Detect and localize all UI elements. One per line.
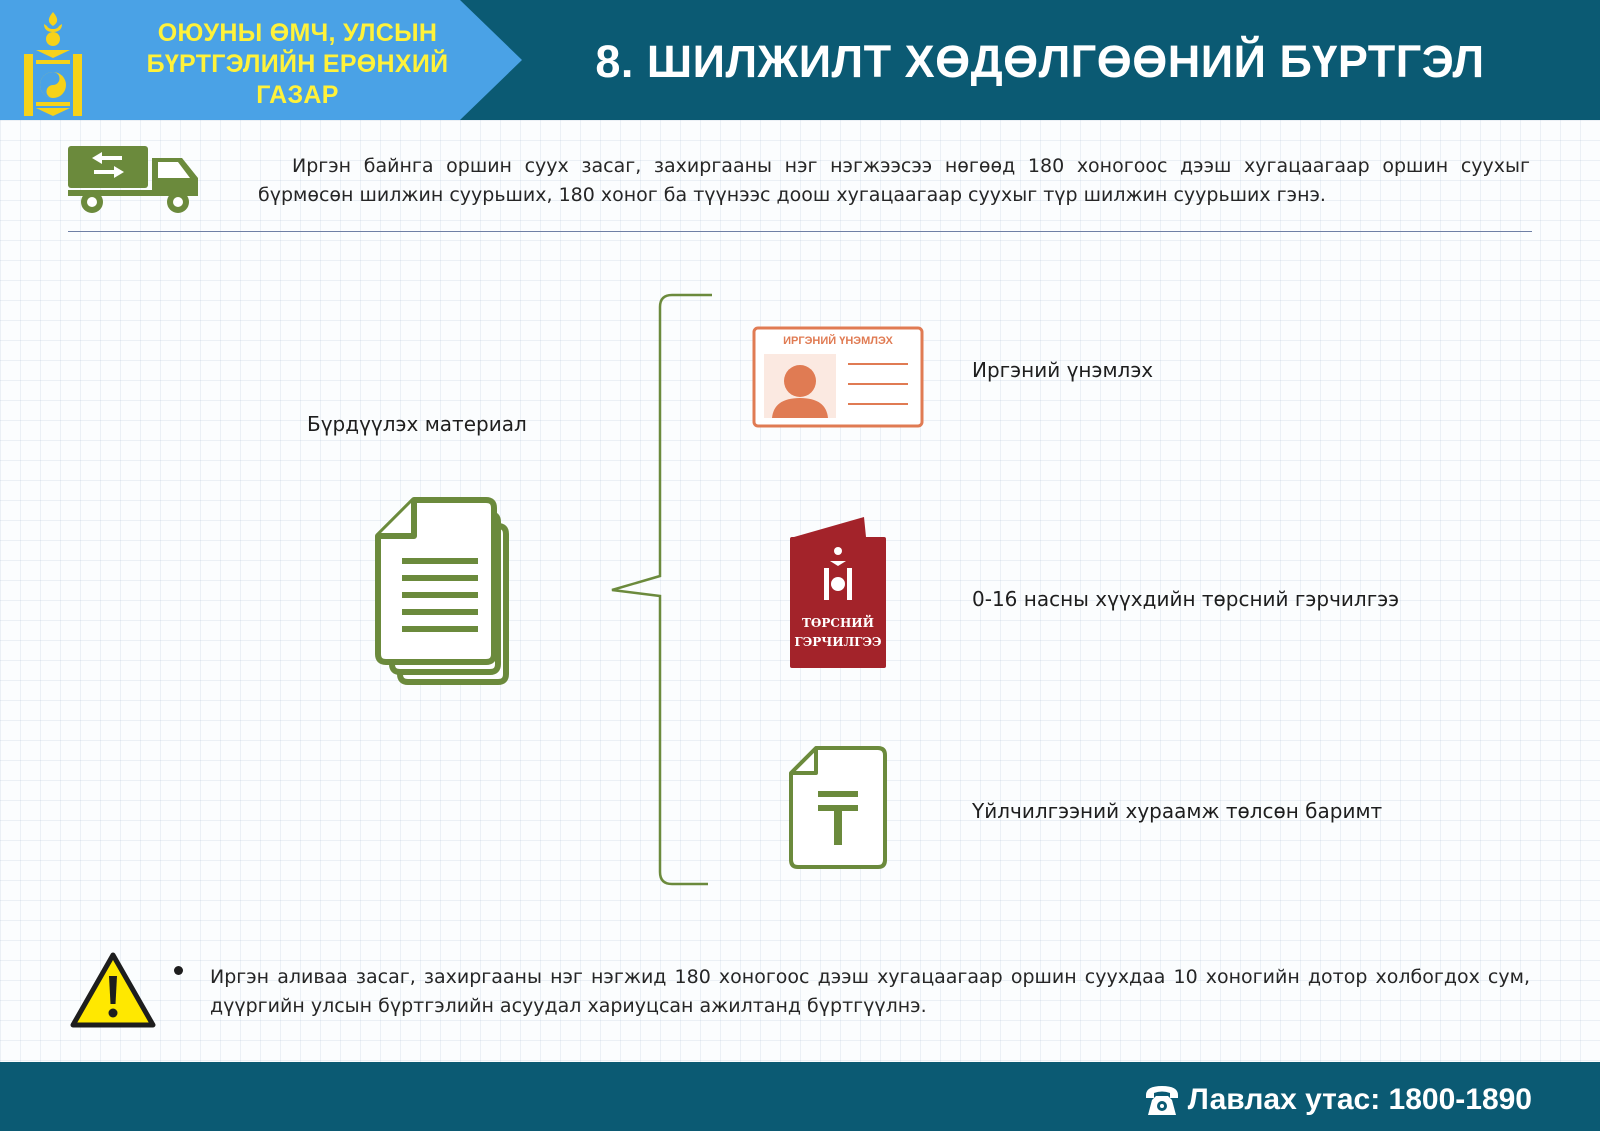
- birth-certificate-caption-1: ТӨРСНИЙ: [802, 616, 874, 630]
- hotline-text: Лавлах утас: 1800-1890: [1187, 1083, 1532, 1116]
- materials-brace: [600, 292, 720, 888]
- material-item-id-card: Иргэний үнэмлэх: [972, 358, 1154, 382]
- materials-heading: Бүрдүүлэх материал: [307, 412, 527, 436]
- material-item-birth-certificate: 0-16 насны хүүхдийн төрсний гэрчилгээ: [972, 587, 1400, 611]
- documents-stack-icon: [374, 496, 534, 686]
- agency-name-line-1: ОЮУНЫ ӨМЧ, УЛСЫН: [157, 19, 438, 47]
- birth-certificate-icon: [788, 515, 888, 670]
- divider: [68, 231, 1532, 232]
- agency-name: [120, 18, 475, 111]
- definition-text: Иргэн байнга оршин суух засаг, захиргааны нэг нэгжээсээ нөгөөд 180 хоногоос дээш хугацаагаар оршин суухыг бүрмөсөн шилжин суурьших, 180 хоног ба түүнээс доош хугацаагаар суухыг түр шилжин суурьших гэнэ.: [258, 155, 1530, 206]
- moving-truck-icon: [66, 144, 202, 216]
- note-bullet: [174, 966, 183, 975]
- id-card-caption: ИРГЭНИЙ ҮНЭМЛЭХ: [783, 335, 893, 347]
- birth-certificate-caption-2: ГЭРЧИЛГЭЭ: [794, 635, 882, 649]
- fee-receipt-icon: [788, 745, 888, 870]
- id-card-icon: [752, 326, 924, 428]
- soyombo-emblem-icon: [22, 10, 84, 118]
- phone-icon: [1144, 1083, 1180, 1117]
- material-item-fee-receipt: Үйлчилгээний хураамж төлсөн баримт: [972, 799, 1383, 823]
- page-title: 8. ШИЛЖИЛТ ХӨДӨЛГӨӨНИЙ БҮРТГЭЛ: [595, 36, 1485, 87]
- agency-name-line-2: БҮРТГЭЛИЙН ЕРӨНХИЙ: [146, 50, 449, 78]
- agency-name-line-3: ГАЗАР: [256, 81, 339, 109]
- warning-icon: [70, 952, 156, 1028]
- registration-note: Иргэн аливаа засаг, захиргааны нэг нэгжид 180 хоногоос дээш хугацаагаар оршин суухдаа 10 хоногийн дотор холбогдох сум, дүүргийн улсын бүртгэлийн асуудал хариуцсан ажилтанд бүртгүүлнэ.: [210, 966, 1530, 1017]
- hotline: [1144, 1083, 1532, 1117]
